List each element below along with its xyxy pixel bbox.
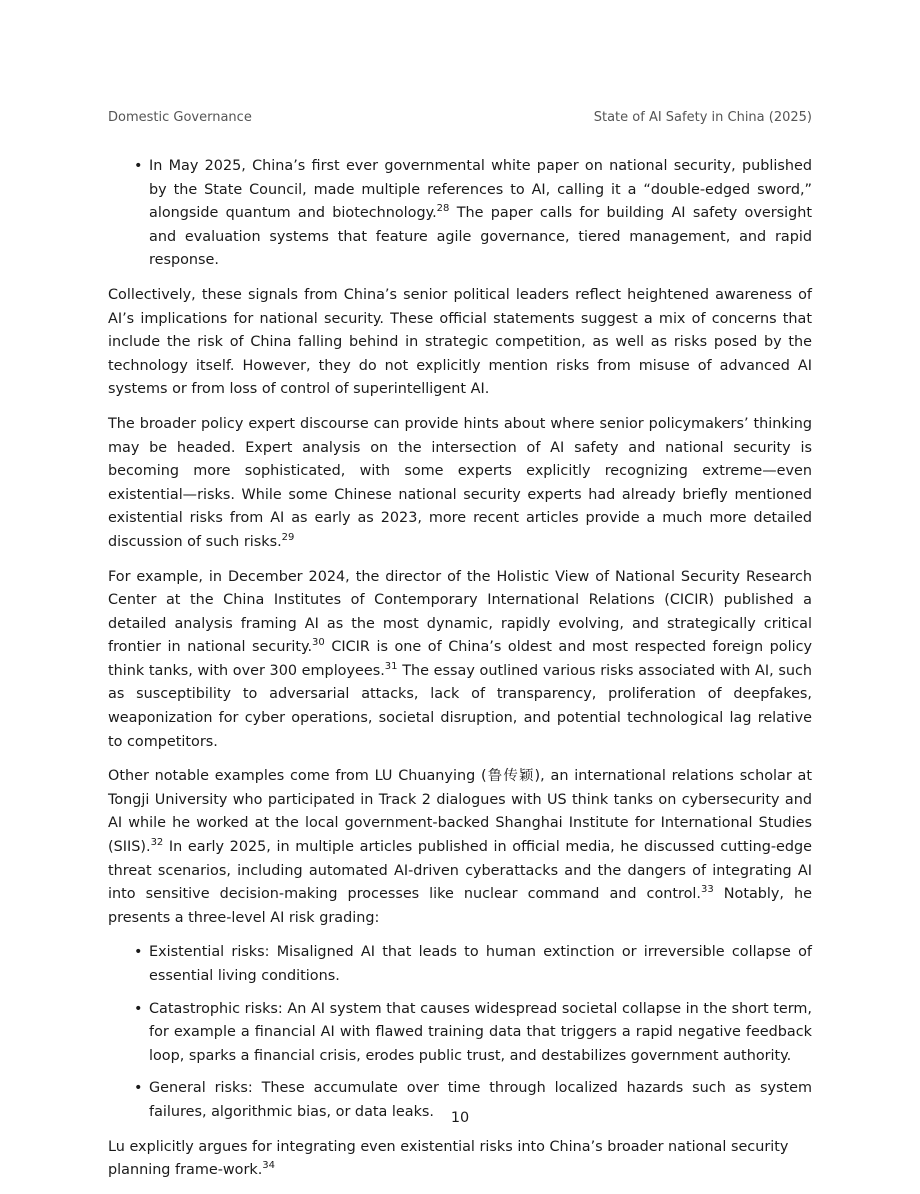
- footnote-ref-32[interactable]: 32: [150, 837, 164, 849]
- paragraph-lu-chuanying: Other notable examples come from LU Chuanying (鲁传颖), an international relations scholar at Tongji University who participated in Track 2 dialogues with US think tanks on cybersecurity and AI while he worked at the local government-backed Shanghai Institute for International Studies (SIIS).$^{32}$ In early 2025, in multiple articles published in official media, he discussed cutting-edge threat scenarios, including automated AI-driven cyberattacks and the dangers of integrating AI into sensitive decision-making processes like nuclear command and control.$^{33}$ Notably, he presents a three-level AI risk grading:: [108, 768, 812, 926]
- footnote-ref-33[interactable]: 33: [701, 884, 714, 896]
- bullet-item-white-paper: • In May 2025, China’s first ever governmental white paper on national security, published by the State Council, made multiple references to AI, calling it a “double-edged sword,” alongside quantum and biotechnology.$^{28}$ The paper calls for building AI safety oversight and evaluation systems that feature agile governance, tiered management, and rapid response.: [108, 155, 812, 273]
- paragraph-cicir-example: For example, in December 2024, the director of the Holistic View of National Security Research Center at the China Institutes of Contemporary International Relations (CICIR) published a detailed analysis framing AI as the most dynamic, rapidly evolving, and strategically critical frontier in national security.$^{30}$ CICIR is one of China’s oldest and most respected foreign policy think tanks, with over 300 employees.$^{31}$ The essay outlined various risks associated with AI, such as susceptibility to adversarial attacks, lack of transparency, proliferation of deepfakes, weaponization for cyber operations, societal disruption, and potential technological lag relative to competitors.: [108, 568, 812, 750]
- page-number: 10: [450, 1110, 470, 1126]
- bullet-item-general-risks: • General risks: These accumulate over time through localized hazards such as system failures, algorithmic bias, or data leaks.: [108, 1077, 812, 1124]
- paragraph-collective-signals: Collectively, these signals from China’s senior political leaders reflect heightened awareness of AI’s implications for national security. These official statements suggest a mix of concerns that include the risk of China falling behind in strategic competition, as well as risks posed by the technology itself. However, they do not explicitly mention risks from misuse of advanced AI systems or from loss of control of superintelligent AI.: [108, 286, 812, 398]
- bullet-list-white-paper: [108, 155, 812, 273]
- paragraph-lu-conclusion: Lu explicitly argues for integrating even existential risks into China’s broader national security planning frame-work.$^{34}$: [108, 1138, 789, 1179]
- footnote-ref-31[interactable]: 31: [384, 661, 398, 673]
- bullet-item-catastrophic-risks: • Catastrophic risks: An AI system that causes widespread societal collapse in the short term, for example a financial AI with flawed training data that triggers a rapid negative feedback loop, sparks a financial crisis, erodes public trust, and destabilizes government authority.: [108, 998, 812, 1069]
- header-report-title: State of AI Safety in China (2025): [593, 110, 812, 125]
- footnote-ref-34[interactable]: 34: [262, 1160, 276, 1172]
- body-text: [108, 155, 812, 1194]
- bullet-list-risk-grading: [108, 941, 812, 1124]
- footnote-ref-28[interactable]: 28: [436, 203, 450, 215]
- header-section-title: Domestic Governance: [108, 110, 252, 125]
- bullet-item-existential-risks: • Existential risks: Misaligned AI that leads to human extinction or irreversible collapse of essential living conditions.: [108, 941, 812, 988]
- footnote-ref-30[interactable]: 30: [312, 637, 325, 649]
- paragraph-expert-discourse: The broader policy expert discourse can provide hints about where senior policymakers’ thinking may be headed. Expert analysis on the intersection of AI safety and national security is becoming more sophisticated, with some experts explicitly recognizing extreme—even existential—risks. While some Chinese national security experts had already briefly mentioned existential risks from AI as early as 2023, more recent articles provide a much more detailed discussion of such risks.$^{29}$: [108, 415, 812, 550]
- running-header: [108, 109, 812, 126]
- footnote-ref-29[interactable]: 29: [281, 532, 295, 544]
